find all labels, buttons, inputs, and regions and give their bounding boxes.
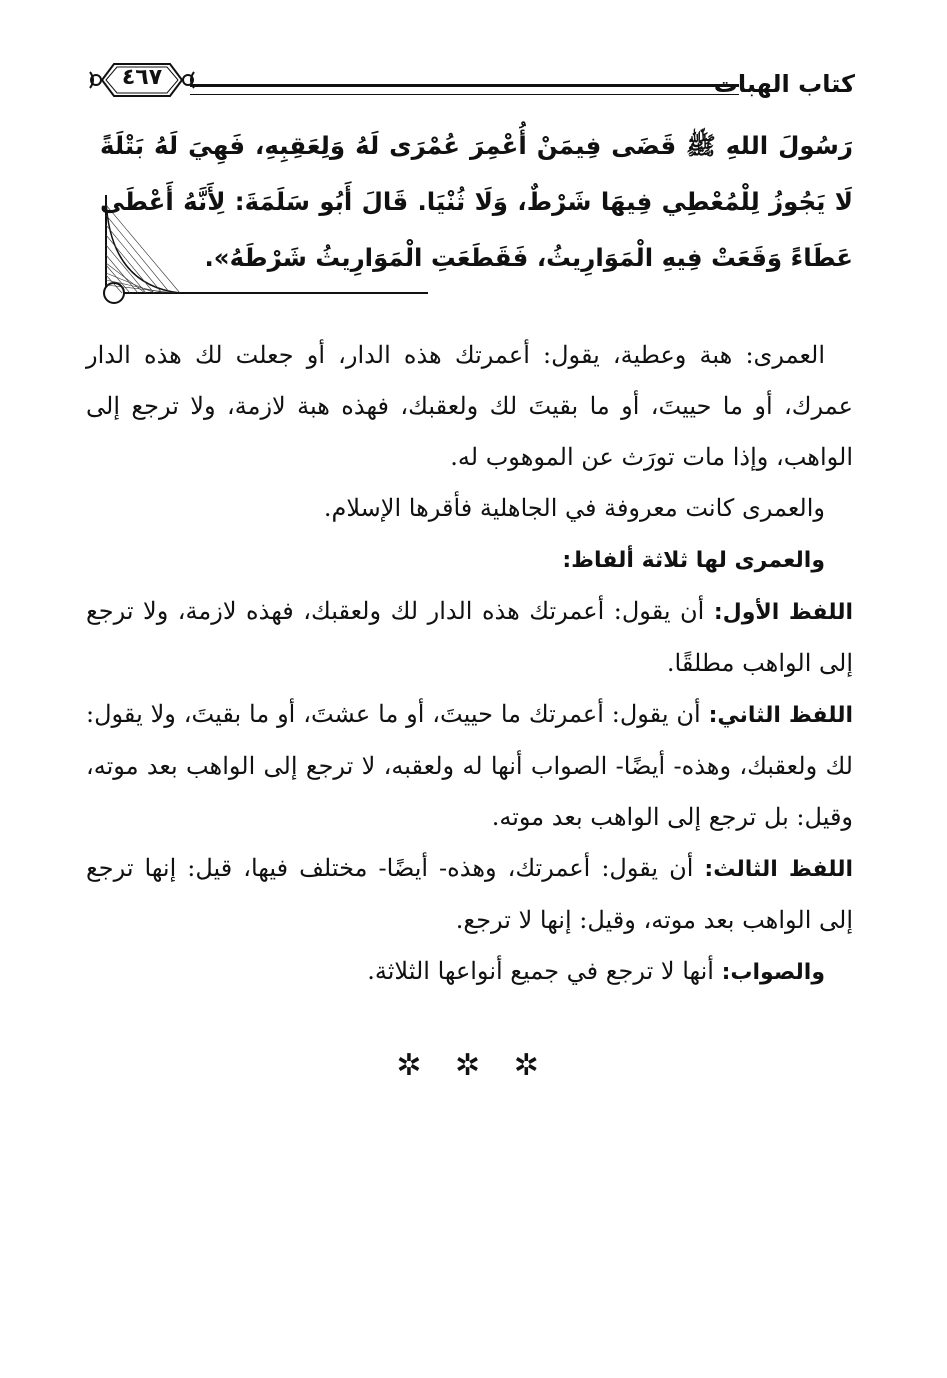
paragraph-definition: العمرى: هبة وعطية، يقول: أعمرتك هذه الدار، أو جعلت لك هذه الدار عمرك، أو ما حييتَ، أو ما بقيتَ لك ولعقبك، فهذه هبة لازمة، ولا ترجع إلى الواهب، وإذا مات تورَث عن الموهوب له. <box>86 341 853 471</box>
second-wording-text: أن يقول: أعمرتك ما حييتَ، أو ما عشتَ، أو ما بقيتَ، ولا يقول: لك ولعقبك، وهذه- أيضًا- الصواب أنها له ولعقبه، لا ترجع إلى الواهب بعد موته، وقيل: بل ترجع إلى الواهب بعد موته. <box>86 700 853 831</box>
hadith-text: رَسُولَ اللهِ ﷺ قَضَى فِيمَنْ أُعْمِرَ عُمْرَى لَهُ وَلِعَقِبِهِ، فَهِيَ لَهُ بَتْلَةً لَا يَجُوزُ لِلْمُعْطِي فِيهَا شَرْطٌ، وَلَا ثُنْيَا. قَالَ أَبُو سَلَمَةَ: لِأَنَّهُ أَعْطَى عَطَاءً وَقَعَتْ فِيهِ الْمَوَارِيثُ، فَقَطَعَتِ الْمَوَارِيثُ شَرْطَهُ». <box>100 131 853 272</box>
body-text <box>86 330 853 998</box>
conclusion-label: والصواب: <box>721 960 825 985</box>
paragraph-history: والعمرى كانت معروفة في الجاهلية فأقرها الإسلام. <box>323 494 825 522</box>
conclusion-text: أنها لا ترجع في جميع أنواعها الثلاثة. <box>367 957 722 985</box>
paragraph-first-wording <box>86 586 853 689</box>
second-wording-label: اللفظ الثاني: <box>708 703 854 728</box>
first-wording-text: أن يقول: أعمرتك هذه الدار لك ولعقبك، فهذه لازمة، ولا ترجع إلى الواهب مطلقًا. <box>86 597 853 677</box>
first-wording-label: اللفظ الأول: <box>713 600 853 625</box>
header-rule <box>190 84 739 95</box>
running-header-title: كتاب الهبات <box>713 70 855 98</box>
wordings-heading: والعمرى لها ثلاثة ألفاظ: <box>562 548 825 573</box>
section-separator-stars-icon: ✲ ✲ ✲ <box>396 1048 551 1083</box>
third-wording-text: أن يقول: أعمرتك، وهذه- أيضًا- مختلف فيها، قيل: إنها ترجع إلى الواهب بعد موته، وقيل: إنها لا ترجع. <box>86 854 853 934</box>
third-wording-label: اللفظ الثالث: <box>704 857 853 882</box>
paragraph-wordings-heading <box>86 534 853 586</box>
page-number-badge <box>88 56 196 104</box>
page-number: ٤٦٧ <box>121 65 163 90</box>
paragraph-third-wording <box>86 843 853 946</box>
paragraph-conclusion <box>86 946 853 998</box>
paragraph-second-wording <box>86 689 853 843</box>
